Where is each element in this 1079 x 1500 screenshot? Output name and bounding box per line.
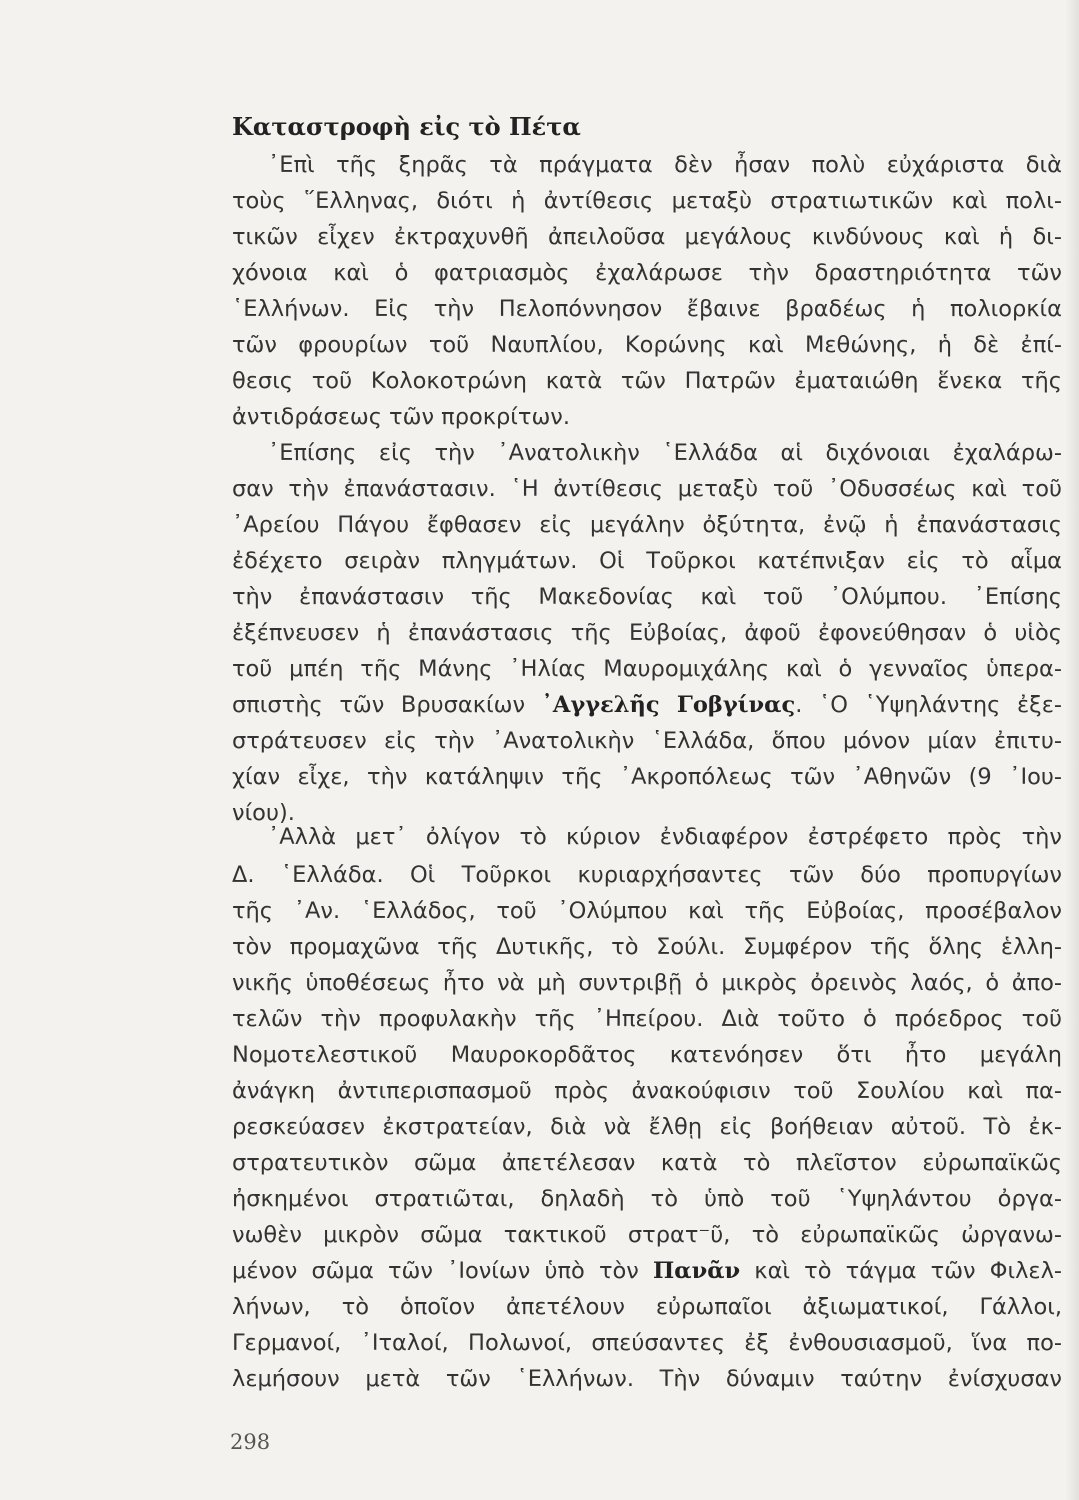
section-heading-text: Καταστροφὴ εἰς τὸ xyxy=(232,112,509,141)
text-line: ἀνάγκη ἀντιπερισπασμοῦ πρὸς ἀνακούφισιν τοῦ Σουλίου καὶ πα- xyxy=(232,1078,1062,1104)
section-heading-bold: Πέτα xyxy=(508,112,581,141)
text-line: ᾿Αρείου Πάγου ἔφθασεν εἰς μεγάλην ὀξύτητα, ἐνῷ ἡ ἐπανάστασις xyxy=(232,512,1062,538)
text-line: νίου). xyxy=(232,800,295,826)
text-line: ᾿Αλλὰ μετ᾿ ὀλίγον τὸ κύριον ἐνδιαφέρον ἐστρέφετο πρὸς τὴν xyxy=(268,824,1062,850)
text-line: ἐξέπνευσεν ἡ ἐπανάστασις τῆς Εὐβοίας, ἀφοῦ ἐφονεύθησαν ὁ υἱὸς xyxy=(232,620,1062,646)
text-line: ᾿Επίσης εἰς τὴν ᾿Ανατολικὴν ῾Ελλάδα αἱ διχόνοιαι ἐχαλάρω- xyxy=(268,440,1062,466)
text-line: τικῶν εἶχεν ἐκτραχυνθῆ ἀπειλοῦσα μεγάλους κινδύνους καὶ ἡ δι- xyxy=(232,224,1062,250)
bold-name-aggelis-govgina: ᾿Αγγελῆς Γοβγίνας xyxy=(541,692,796,718)
text-line: τοῦ μπέη τῆς Μάνης ᾿Ηλίας Μαυρομιχάλης καὶ ὁ γενναῖος ὑπερα- xyxy=(232,656,1062,682)
text-line: νωθὲν μικρὸν σῶμα τακτικοῦ στρατ⁻ῦ, τὸ εὐρωπαϊκῶς ὠργανω- xyxy=(232,1222,1062,1248)
text-line: τὸν προμαχῶνα τῆς Δυτικῆς, τὸ Σούλι. Συμφέρον τῆς ὅλης ἑλλη- xyxy=(232,934,1062,960)
text-line: τελῶν τὴν προφυλακὴν τῆς ᾿Ηπείρου. Διὰ τοῦτο ὁ πρόεδρος τοῦ xyxy=(232,1006,1062,1032)
text-line: ἠσκημένοι στρατιῶται, δηλαδὴ τὸ ὑπὸ τοῦ ῾Υψηλάντου ὀργα- xyxy=(232,1186,1062,1212)
section-heading xyxy=(232,112,581,141)
text-line: Γερμανοί, ᾿Ιταλοί, Πολωνοί, σπεύσαντες ἐξ ἐνθουσιασμοῦ, ἵνα πο- xyxy=(232,1330,1062,1356)
text-line: Νομοτελεστικοῦ Μαυροκορδᾶτος κατενόησεν ὅτι ἦτο μεγάλη xyxy=(232,1042,1062,1068)
text-line-end: . ῾Ο ῾Υψηλάντης ἐξε- xyxy=(795,692,1062,718)
text-line: ῾Ελλήνων. Εἰς τὴν Πελοπόννησον ἔβαινε βραδέως ἡ πολιορκία xyxy=(232,296,1062,322)
text-line: λεμήσουν μετὰ τῶν ῾Ελλήνων. Τὴν δύναμιν ταύτην ἐνίσχυσαν xyxy=(232,1366,1062,1392)
text-line: ἀντιδράσεως τῶν προκρίτων. xyxy=(232,404,571,430)
text-line: χόνοια καὶ ὁ φατριασμὸς ἐχαλάρωσε τὴν δραστηριότητα τῶν xyxy=(232,260,1062,286)
text-line-start: μένον σῶμα τῶν ᾿Ιονίων ὑπὸ τὸν xyxy=(232,1258,654,1284)
text-line: τὴν ἐπανάστασιν τῆς Μακεδονίας καὶ τοῦ ᾿Ολύμπου. ᾿Επίσης xyxy=(232,584,1062,610)
text-line: νικῆς ὑποθέσεως ἦτο νὰ μὴ συντριβῇ ὁ μικρὸς ὀρεινὸς λαός, ὁ ἀπο- xyxy=(232,970,1062,996)
text-line: ᾿Επὶ τῆς ξηρᾶς τὰ πράγματα δὲν ἦσαν πολὺ εὐχάριστα διὰ xyxy=(268,152,1062,178)
text-line: στράτευσεν εἰς τὴν ᾿Ανατολικὴν ῾Ελλάδα, ὅπου μόνον μίαν ἐπιτυ- xyxy=(232,728,1062,754)
text-line: χίαν εἶχε, τὴν κατάληψιν τῆς ᾿Ακροπόλεως τῶν ᾿Αθηνῶν (9 ᾿Ιου- xyxy=(232,764,1062,790)
page-edge-shadow xyxy=(1065,0,1079,1500)
text-line xyxy=(232,690,1062,720)
text-line: θεσις τοῦ Κολοκοτρώνη κατὰ τῶν Πατρῶν ἐματαιώθη ἕνεκα τῆς xyxy=(232,368,1062,394)
text-line: στρατευτικὸν σῶμα ἀπετέλεσαν κατὰ τὸ πλεῖστον εὐρωπαϊκῶς xyxy=(232,1150,1062,1176)
bold-name-panas: Πανᾶν xyxy=(653,1258,741,1284)
text-line: τῶν φρουρίων τοῦ Ναυπλίου, Κορώνης καὶ Μεθώνης, ἡ δὲ ἐπί- xyxy=(232,332,1062,358)
text-line-end: καὶ τὸ τάγμα τῶν Φιλελ- xyxy=(740,1258,1062,1284)
page-number: 298 xyxy=(230,1430,271,1454)
text-line: τῆς ᾿Αν. ῾Ελλάδος, τοῦ ᾿Ολύμπου καὶ τῆς Εὐβοίας, προσέβαλον xyxy=(232,898,1062,924)
text-line: λήνων, τὸ ὁποῖον ἀπετέλουν εὐρωπαῖοι ἀξιωματικοί, Γάλλοι, xyxy=(232,1294,1062,1320)
text-line xyxy=(232,1256,1062,1286)
text-line: ἐδέχετο σειρὰν πληγμάτων. Οἱ Τοῦρκοι κατέπνιξαν εἰς τὸ αἷμα xyxy=(232,548,1062,574)
text-line-start: σπιστὴς τῶν Βρυσακίων xyxy=(232,692,542,718)
text-line: ρεσκεύασεν ἐκστρατείαν, διὰ νὰ ἔλθῃ εἰς βοήθειαν αὐτοῦ. Τὸ ἐκ- xyxy=(232,1114,1062,1140)
text-line: σαν τὴν ἐπανάστασιν. ῾Η ἀντίθεσις μεταξὺ τοῦ ᾿Οδυσσέως καὶ τοῦ xyxy=(232,476,1062,502)
text-line: τοὺς ῞Ελληνας, διότι ἡ ἀντίθεσις μεταξὺ στρατιωτικῶν καὶ πολι- xyxy=(232,188,1062,214)
text-line: Δ. ῾Ελλάδα. Οἱ Τοῦρκοι κυριαρχήσαντες τῶν δύο προπυργίων xyxy=(232,862,1062,888)
